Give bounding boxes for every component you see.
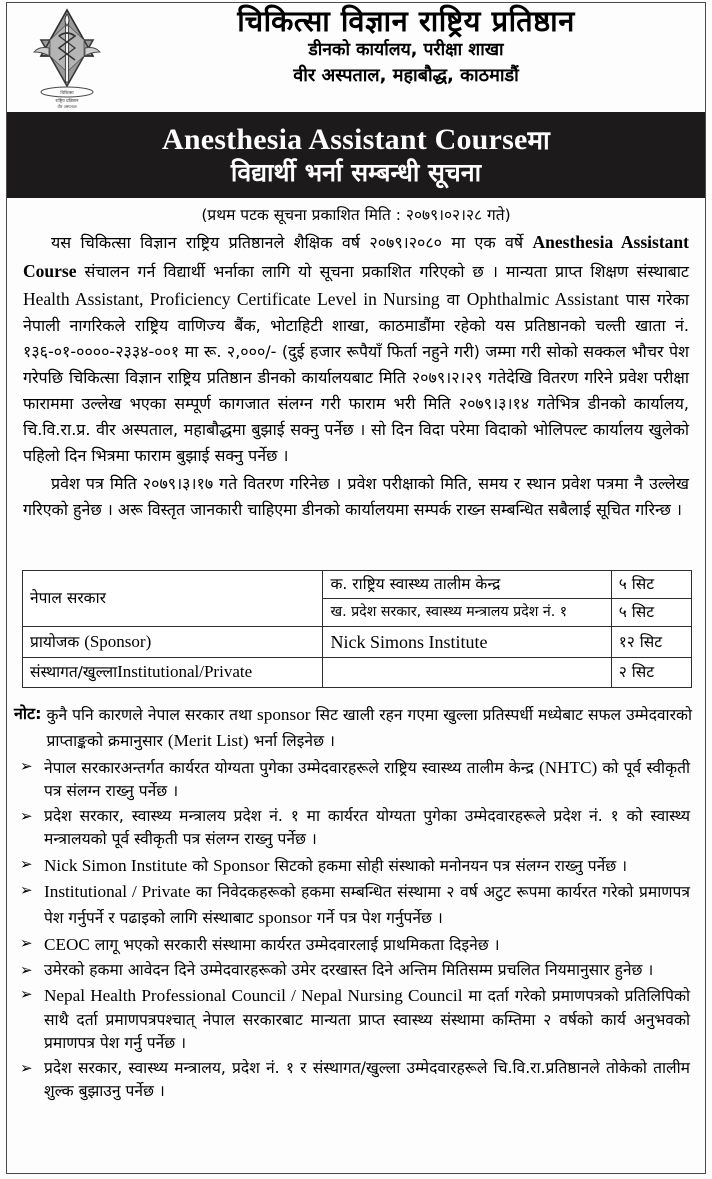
title-banner [7,112,705,198]
note-seg2: सिट खाली रहन गएमा खुल्ला प्रतिस्पर्धी मध्येबाट सफल उम्मेदवारको प्राप्ताङ्कको क्रमानुसार [46,706,692,750]
bullet-text [44,879,692,931]
paragraph-2: प्रवेश पत्र मिति २०७९।३।१७ गते वितरण गरिनेछ । प्रवेश परीक्षाको मिति, समय र स्थान प्रवेश पत्रमा नै उल्लेख गरिएको हुनेछ । अरू विस्तृत जानकारी चाहिएमा डीनको कार्यालयमा सम्पर्क राख्न सम्बन्धित सबैलाई सूचित गरिन्छ । [23,473,689,519]
bullet-arrow-icon: ➢ [20,1058,33,1077]
svg-text:वीर अस्पताल: वीर अस्पताल [57,103,77,109]
institutional-label-np: संस्थागत/खुल्ला [30,663,118,682]
list-item [14,932,692,958]
note-seg3: भर्ना लिइनेछ । [248,731,335,750]
p1-qualification-1: Health Assistant, Proficiency Certificate Level in Nursing [23,288,440,309]
notice-body [7,200,705,523]
table-row [23,658,692,688]
bullet-text: प्रदेश सरकार, स्वास्थ्य मन्त्रालय प्रदेश नं. १ मा कार्यरत योग्यता पुगेका उम्मेदवारहरूले प्रदेश नं. १ को स्वास्थ्य मन्त्रालयको पूर्व स्वीकृती पत्र संलग्न राख्नु पर्नेछ । [44,806,690,849]
institution-name: चिकित्सा विज्ञान राष्ट्रिय प्रतिष्ठान [237,4,575,38]
cell-institution-blank [323,658,611,688]
list-item [14,959,692,982]
star-of-life-caduceus-emblem-icon [19,6,115,110]
paragraph-1 [23,228,689,468]
p1-seg2: संचालन गर्न विद्यार्थी भर्नाका लागि यो सूचना प्रकाशित गरिएको छ । मान्यता प्राप्त शिक्षण संस्थाबाट [76,261,689,281]
bullet-arrow-icon: ➢ [20,854,33,873]
note-label: नोट: [14,704,42,723]
address-line: वीर अस्पताल, महाबौद्ध, काठमाडौं [293,65,519,87]
banner-title-line [162,124,550,156]
note-intro [14,702,692,754]
institution-logo [7,3,127,110]
bullet-arrow-icon: ➢ [20,985,33,1004]
banner-subtitle: विद्यार्थी भर्ना सम्बन्धी सूचना [230,158,482,187]
notes-section [14,702,700,1104]
note-intro-text [47,702,693,754]
b4-seg2: का निवेदकहरूको हकमा सम्बन्धित संस्थामा २ वर्ष अटुट रूपमा कार्यरत गरेको प्रमाणपत्र पेश गर्नुपर्ने र पढाइको लागि संस्थाबाट [44,883,690,928]
p1-seg1: यस चिकित्सा विज्ञान राष्ट्रिय प्रतिष्ठानले शैक्षिक वर्ष २०७९।२०८० मा एक वर्षे [51,233,533,253]
list-item [14,983,692,1056]
b5-seg2: लागू भएको सरकारी संस्थामा कार्यरत उम्मेदवारलाई प्राथमिकता दिइनेछ । [89,935,500,954]
table-row [23,571,692,599]
p1-course-name: Anesthesia Assistant Course [23,232,689,281]
cell-seats-province: ५ सिट [611,598,691,626]
b7-seg2: मा दर्ता गरेको प्रमाणपत्रको प्रतिलिपिको साथै दर्ता प्रमाणपत्रपश्चात् नेपाल सरकारबाट मान्यता प्राप्त स्वास्थ्य संस्थामा कम्तिमा २ वर्षको कार्य अनुभवको प्रमाणपत्र पेश गर्नु पर्नेछ । [44,987,690,1053]
b4-en1: Institutional / Private [44,882,191,902]
b5-en1: CEOC [44,934,90,954]
seat-allocation-table [22,570,692,688]
bullet-arrow-icon: ➢ [20,933,33,952]
publication-date: (प्रथम पटक सूचना प्रकाशित मिति : २०७९।०२।२८ गते) [201,206,511,224]
b3-en2: Sponsor [213,855,270,875]
cell-organization-sponsor [23,626,323,657]
b1-seg1: नेपाल सरकारअन्तर्गत कार्यरत योग्यता पुगेका उम्मेदवारहरूले राष्ट्रिय स्वास्थ्य तालीम केन्द्र [44,758,539,777]
svg-text:राष्ट्रिय प्रतिष्ठान: राष्ट्रिय प्रतिष्ठान [55,98,79,104]
sponsor-label-en: (Sponsor) [84,631,152,651]
b3-en1: Nick Simon Institute [44,855,188,875]
document-header [7,3,705,110]
cell-seats-nsi: १२ सिट [611,626,691,657]
b4-en2: sponsor [258,908,312,928]
cell-organization-institutional [23,658,323,688]
office-line: डीनको कार्यालय, परीक्षा शाखा [308,40,504,61]
list-item [14,805,692,852]
b3-seg2: को [187,856,214,875]
bullet-arrow-icon: ➢ [20,881,33,900]
b1-seg2: को पूर्व स्वीकृती पत्र संलग्न राख्नु पर्नेछ । [44,758,690,801]
list-item [14,879,692,931]
bullet-text [44,755,692,804]
sponsor-label-np: प्रायोजक [30,632,80,651]
table-row [23,626,692,657]
b3-seg3: सिटको हकमा सोही संस्थाको मनोनयन पत्र संलग्न राख्नु पर्नेछ । [269,856,628,875]
list-item [14,755,692,804]
cell-seats-nhtc: ५ सिट [611,571,691,599]
list-item [14,853,692,879]
b1-en: (NHTC) [538,757,598,777]
header-text-block [127,3,705,88]
cell-institution-nsi: Nick Simons Institute [323,626,611,657]
b7-en1: Nepal Health Professional Council / Nepal Nursing Council [44,986,463,1006]
banner-title-suffix: मा [527,125,550,156]
bullet-text: उमेरको हकमा आवेदन दिने उम्मेदवारहरूको उमेर दरखास्त दिने अन्तिम मितिसम्म प्रचलित नियमानुसार हुनेछ । [44,960,654,979]
note-en-sponsor: sponsor [257,705,311,724]
bullet-text [44,932,692,958]
note-en-merit-list: (Merit List) [167,730,249,750]
bullet-arrow-icon: ➢ [20,806,33,825]
bullet-text [44,983,692,1056]
cell-institution-province: ख. प्रदेश सरकार, स्वास्थ्य मन्त्रालय प्रदेश नं. १ [323,598,611,626]
bullet-text [44,853,692,879]
note-seg1: कुनै पनि कारणले नेपाल सरकार तथा [46,706,258,724]
cell-seats-institutional: २ सिट [611,658,691,688]
svg-text:चिकित्सा: चिकित्सा [60,89,74,95]
bullet-arrow-icon: ➢ [20,960,33,979]
banner-title-english: Anesthesia Assistant Course [162,122,528,156]
p1-seg4: पास गरेका नेपाली नागरिकले राष्ट्रिय वाणिज्य बैंक, भोटाहिटी शाखा, काठमाडौंमा रहेको यस प्रतिष्ठानको चल्ती खाता नं. १३६-०१-००००-२३३४-००१ मा रू. २,०००/- (दुई हजार रूपैयाँ फिर्ता नहुने गरी) जम्मा गरी सोको सक्कल भौचर पेश गरेपछि चिकित्सा विज्ञान राष्ट्रिय प्रतिष्ठान डीनको कार्यालयबाट मिति २०७९।२।२९ गतेदेखि वितरण गरिने प्रवेश परीक्षा फाराममा उल्लेख भएका सम्पूर्ण कागजात संलग्न गरी फाराम भरी मिति २०७९।३।१४ गतेभित्र डीनको कार्यालय, चि.वि.रा.प्र. वीर अस्पताल, महाबौद्धमा बुझाई सक्नु पर्नेछ । सो दिन विदा परेमा विदाको भोलिपल्ट कार्यालय खुलेको पहिलो दिन भित्रमा फाराम बुझाई सक्नु पर्नेछ । [23,289,690,465]
bullet-arrow-icon: ➢ [20,756,33,775]
p1-seg3: वा [439,289,467,309]
list-item [14,1057,692,1104]
cell-institution-nhtc: क. राष्ट्रिय स्वास्थ्य तालीम केन्द्र [323,571,611,599]
cell-organization-govt: नेपाल सरकार [23,571,323,627]
institutional-label-en: Institutional/Private [117,662,253,682]
bullet-text: प्रदेश सरकार, स्वास्थ्य मन्त्रालय, प्रदेश नं. १ र संस्थागत/खुल्ला उम्मेदवारहरूले चि.वि.रा.प्रतिष्ठानले तोकेको तालीम शुल्क बुझाउनु पर्नेछ । [44,1058,690,1101]
p1-qualification-2: Ophthalmic Assistant [466,288,619,309]
b4-seg3: गर्ने पत्र पेश गर्नुपर्नेछ । [311,909,443,928]
